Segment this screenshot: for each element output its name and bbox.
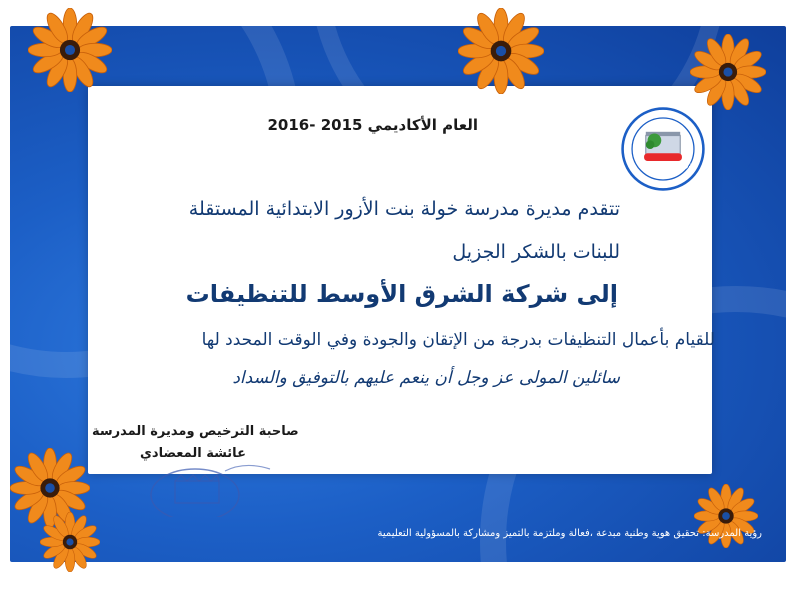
school-stamp [145, 455, 275, 517]
prayer-line: سائلين المولى عز وجل أن ينعم عليهم بالتوفيق والسداد [232, 368, 620, 388]
recipient-line: إلى شركة الشرق الأوسط للتنظيفات [185, 280, 618, 308]
flower-icon [28, 8, 112, 92]
school-logo [620, 106, 706, 192]
signature-title: صاحبة الترخيص ومديرة المدرسة [92, 424, 299, 439]
flower-icon [40, 512, 100, 572]
flower-icon [690, 34, 766, 110]
signature-name: عائشة المعضادي [140, 446, 246, 461]
presenter-line: تتقدم مديرة مدرسة خولة بنت الأزور الابتدائية المستقلة [188, 198, 620, 220]
logo-banner-text: مدرستي وطني [638, 160, 699, 169]
thanks-line: للبنات بالشكر الجزيل [452, 241, 620, 263]
reason-line: للقيام بأعمال التنظيفات بدرجة من الإتقان والجودة وفي الوقت المحدد لها [201, 330, 715, 350]
flower-icon [458, 8, 544, 94]
academic-year: العام الأكاديمي 2015 -2016 [267, 116, 478, 134]
school-vision: رؤية المدرسة: تحقيق هوية وطنية مبدعة ،فعالة وملتزمة بالتميز ومشاركة بالمسؤولية التعليمية [377, 528, 762, 539]
